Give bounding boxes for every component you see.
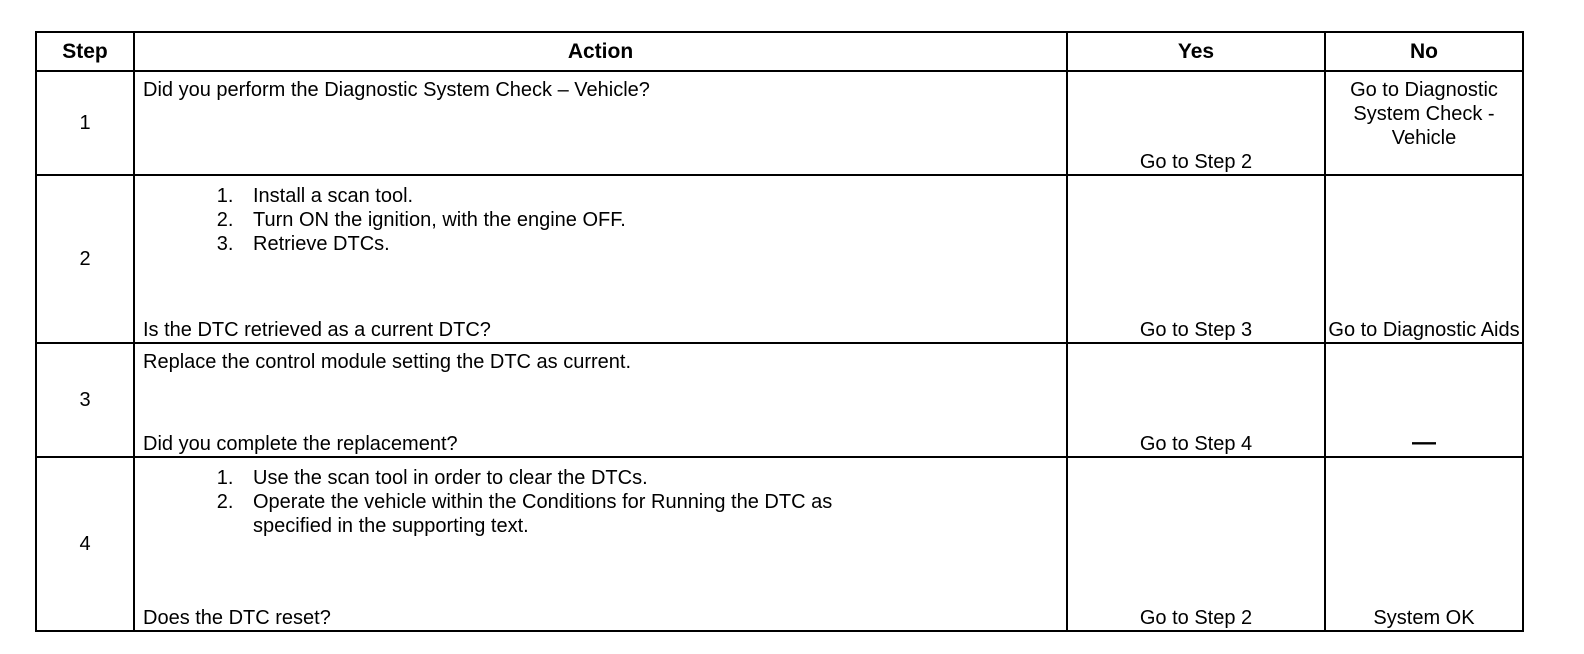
no-cell: Go to Diagnostic Aids [1325,175,1523,343]
yes-cell: Go to Step 2 [1067,71,1325,175]
action-question: Does the DTC reset? [143,607,331,629]
header-step: Step [36,32,134,71]
no-cell: System OK [1325,457,1523,631]
table-row [36,71,1523,175]
no-line: System Check - [1353,103,1495,125]
no-cell [1325,343,1523,457]
action-question: Is the DTC retrieved as a current DTC? [143,319,491,341]
action-question: Did you complete the replacement? [143,433,458,455]
no-line: Vehicle [1391,127,1457,149]
action-cell [134,457,1067,631]
no-cell [1325,71,1523,175]
action-steps-list [143,184,1058,256]
action-step-item: 2. Operate the vehicle within the Conditions for Running the DTC as specified in the supporting text. [239,490,1058,538]
step-number: 1 [36,71,134,175]
header-row [36,32,1523,71]
action-step-item: 3. Retrieve DTCs. [239,232,1058,256]
action-cell [134,71,1067,175]
header-yes: Yes [1067,32,1325,71]
header-action: Action [134,32,1067,71]
no-dash: — [1412,429,1436,456]
table-row [36,457,1523,631]
yes-cell: Go to Step 3 [1067,175,1325,343]
action-step-item: 1. Use the scan tool in order to clear the DTCs. [239,466,1058,490]
no-line: Go to Diagnostic [1350,79,1498,101]
step-number: 2 [36,175,134,343]
yes-cell: Go to Step 4 [1067,343,1325,457]
step-number: 3 [36,343,134,457]
action-steps-list [143,466,1058,538]
table-row [36,175,1523,343]
yes-cell: Go to Step 2 [1067,457,1325,631]
action-cell [134,343,1067,457]
header-no: No [1325,32,1523,71]
action-step-item: 2. Turn ON the ignition, with the engine OFF. [239,208,1058,232]
action-text: Did you perform the Diagnostic System Check – Vehicle? [143,79,650,101]
action-step-item: 1. Install a scan tool. [239,184,1058,208]
diagnostic-table [35,31,1524,632]
step-number: 4 [36,457,134,631]
action-cell [134,175,1067,343]
action-text: Replace the control module setting the DTC as current. [143,351,632,373]
table-row [36,343,1523,457]
